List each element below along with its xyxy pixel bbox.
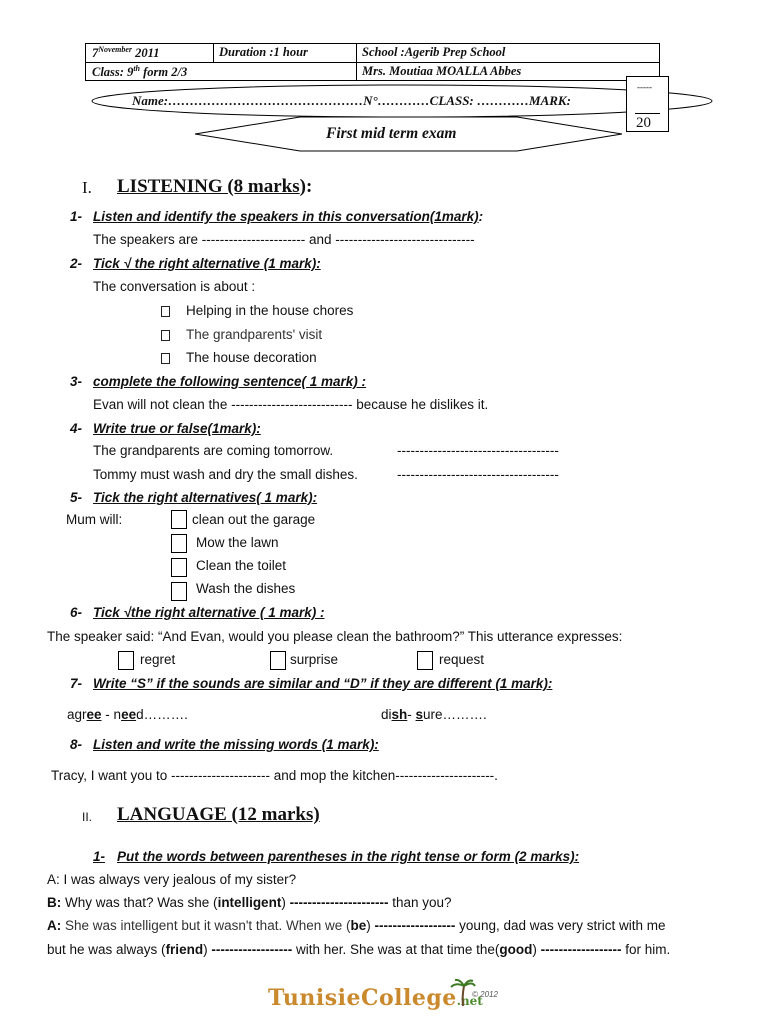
q3-number: 3- (70, 374, 83, 389)
q5-option-label: Mow the lawn (196, 535, 279, 550)
exam-date: $7^{November}$ 2011 (92, 45, 160, 61)
q2-option-box[interactable] (161, 305, 170, 320)
class-label: Class: 9th form 2/3 (92, 64, 188, 80)
dialogue-line: B: Why was that? Was she (intelligent) ---------------------- than you? (47, 895, 452, 910)
s2-q1-instruction: Put the words between parentheses in the right tense or form (2 marks): (117, 849, 580, 864)
section-1-numeral: I. (82, 178, 92, 197)
dialogue-line: A: I was always very jealous of my sister? (47, 872, 297, 887)
q7-instruction: Write “S” if the sounds are similar and “D” if they are different (1 mark): (93, 676, 553, 691)
q1-instruction: Listen and identify the speakers in this conversation(1mark): (93, 209, 484, 224)
q1-number: 1- (70, 209, 83, 224)
q3-instruction: complete the following sentence( 1 mark) : (93, 374, 367, 389)
q7-word-pair: dish- sure………. (381, 707, 487, 722)
student-info-line: Name:………………………………………N°…………CLASS: …………MARK: (132, 93, 571, 108)
q6-checkbox[interactable] (118, 651, 134, 670)
q5-checkbox[interactable] (171, 534, 187, 553)
q2-option-label: The grandparents' visit (186, 327, 323, 342)
q5-checkbox[interactable] (171, 582, 187, 601)
mark-dashes: ----- (637, 82, 652, 92)
q4-answer-blank: ------------------------------------ (397, 443, 559, 458)
section-1-title: LISTENING (8 marks): (117, 176, 313, 197)
mark-box (626, 76, 669, 132)
q2-option-box[interactable] (161, 352, 170, 367)
section-2-numeral: II. (82, 810, 93, 824)
q5-option-label: Clean the toilet (196, 558, 287, 573)
q5-lead: Mum will: (66, 512, 123, 527)
q6-option-label: surprise (290, 652, 339, 667)
palm-tree-icon (450, 978, 476, 1008)
q2-option-label: Helping in the house chores (186, 303, 354, 318)
s2-q1-number: 1- (93, 849, 106, 864)
q4-instruction: Write true or false(1mark): (93, 421, 261, 436)
mark-total: 20 (636, 115, 651, 131)
q2-option-box[interactable] (161, 329, 170, 344)
q2-instruction: Tick √ the right alternative (1 mark): (93, 256, 321, 271)
footer-logo: TunisieCollege.net (268, 985, 483, 1011)
q7-word-pair: agree - need………. (67, 707, 188, 722)
q8-instruction: Listen and write the missing words (1 mark): (93, 737, 379, 752)
q5-checkbox[interactable] (171, 510, 187, 529)
teacher-name: Mrs. Moutiaa MOALLA Abbes (362, 64, 522, 78)
exam-duration: Duration :1 hour (219, 45, 308, 59)
q5-number: 5- (70, 490, 83, 505)
q1-answer-line: The speakers are ----------------------- and ------------------------------- (93, 232, 475, 247)
q4-answer-blank: ------------------------------------ (397, 467, 559, 482)
dialogue-line: A: She was intelligent but it wasn't that. When we (be) ------------------ young, dad was very strict with me (47, 918, 666, 933)
q6-option-label: request (439, 652, 485, 667)
q2-option-label: The house decoration (186, 350, 317, 365)
exam-title: First mid term exam (326, 125, 457, 142)
q5-instruction: Tick the right alternatives( 1 mark): (93, 490, 318, 505)
section-2-title: LANGUAGE (12 marks) (117, 804, 320, 825)
mark-fraction-line (635, 113, 660, 114)
q8-number: 8- (70, 737, 83, 752)
q6-number: 6- (70, 605, 83, 620)
school-name: School :Agerib Prep School (362, 45, 506, 59)
footer-copyright: © 2012 (472, 990, 498, 999)
q6-option-label: regret (140, 652, 176, 667)
q6-checkbox[interactable] (270, 651, 286, 670)
q4-statement: Tommy must wash and dry the small dishes. (93, 467, 358, 482)
q6-instruction: Tick √the right alternative ( 1 mark) : (93, 605, 325, 620)
q3-answer-line: Evan will not clean the --------------------------- because he dislikes it. (93, 397, 489, 412)
q6-checkbox[interactable] (417, 651, 433, 670)
q2-intro: The conversation is about : (93, 279, 256, 294)
q4-number: 4- (70, 421, 83, 436)
q4-statement: The grandparents are coming tomorrow. (93, 443, 334, 458)
q2-number: 2- (70, 256, 83, 271)
q8-answer-line: Tracy, I want you to ---------------------- and mop the kitchen----------------------. (51, 768, 498, 783)
q7-number: 7- (70, 676, 83, 691)
q5-checkbox[interactable] (171, 558, 187, 577)
q5-option-label: clean out the garage (192, 512, 316, 527)
q6-sentence: The speaker said: “And Evan, would you please clean the bathroom?” This utterance expresses: (47, 629, 623, 644)
q5-option-label: Wash the dishes (196, 581, 296, 596)
dialogue-line: but he was always (friend) ------------------ with her. She was at that time the(good) ------------------ for him. (47, 942, 671, 957)
